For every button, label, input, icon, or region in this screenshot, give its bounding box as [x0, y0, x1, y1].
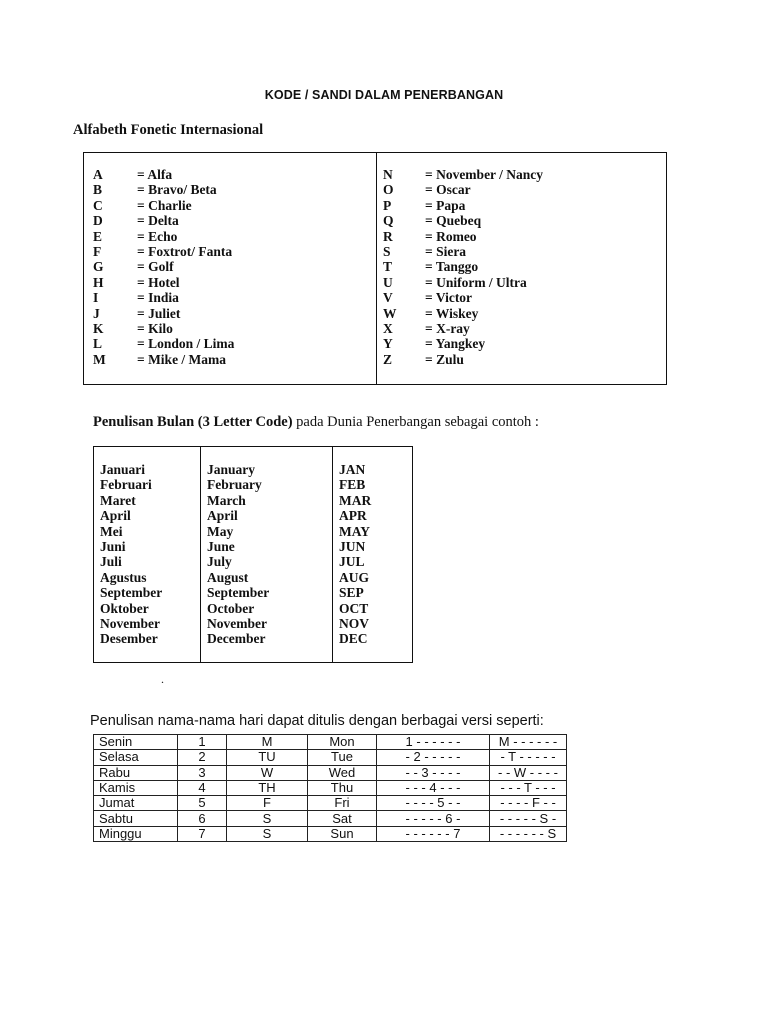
day-abbrev: Wed [308, 765, 377, 780]
english-month-column [207, 462, 269, 647]
day-abbrev: Fri [308, 796, 377, 811]
day-number-position: 1 - - - - - - [377, 735, 490, 750]
indonesian-month: September [100, 585, 163, 601]
alphabet-letter: Z [383, 351, 393, 367]
alphabet-letter: F [93, 243, 102, 259]
alphabet-codeword: = November / Nancy [425, 167, 544, 182]
english-month: September [207, 585, 270, 601]
day-letter: TH [227, 780, 308, 795]
month-code: OCT [339, 600, 369, 616]
day-number: 1 [178, 735, 227, 750]
english-month: May [207, 523, 234, 539]
alphabet-letter: Y [383, 336, 393, 352]
table-row [94, 811, 567, 826]
alphabet-letter: D [93, 213, 103, 229]
day-number-position: - - - 4 - - - [377, 780, 490, 795]
indonesian-month: Desember [100, 631, 158, 647]
table-row [94, 826, 567, 841]
indonesian-month: November [100, 615, 160, 631]
stray-dot: . [161, 672, 164, 686]
day-number: 2 [178, 750, 227, 765]
day-abbrev: Sun [308, 826, 377, 841]
indonesian-month-column [100, 462, 162, 647]
month-code: MAR [339, 492, 372, 508]
month-code: FEB [339, 477, 366, 493]
english-month: June [207, 538, 235, 554]
english-month: August [207, 569, 249, 585]
day-number: 7 [178, 826, 227, 841]
english-month: March [207, 492, 246, 508]
alphabet-letter: J [93, 305, 100, 321]
alphabet-codeword: = Zulu [425, 351, 464, 367]
indonesian-month: Agustus [100, 569, 147, 585]
day-number: 4 [178, 780, 227, 795]
alphabet-letter: X [383, 320, 393, 336]
day-letter: S [227, 811, 308, 826]
english-month: January [207, 462, 256, 477]
english-month: October [207, 600, 255, 616]
month-code: MAY [339, 523, 371, 539]
english-month: November [207, 615, 267, 631]
english-month: February [207, 477, 262, 493]
indonesian-month: Januari [100, 462, 146, 477]
alphabet-letter: V [383, 290, 393, 306]
alphabet-letter: S [383, 243, 391, 259]
months-heading-rest: pada Dunia Penerbangan sebagai contoh : [292, 414, 539, 430]
day-number-position: - - - - - - 7 [377, 826, 490, 841]
indonesian-month: Oktober [100, 600, 149, 616]
month-code: SEP [339, 585, 364, 601]
day-letter: S [227, 826, 308, 841]
column-divider [332, 447, 333, 662]
month-code: JUN [339, 538, 366, 554]
day-name: Rabu [94, 765, 178, 780]
month-codes-table [93, 446, 413, 663]
day-name: Jumat [94, 796, 178, 811]
phonetic-alphabet-table [83, 152, 667, 385]
alphabet-heading: Alfabeth Fonetic Internasional [73, 122, 264, 138]
english-month: July [207, 554, 232, 570]
month-code-column [339, 462, 371, 647]
indonesian-month: Juli [100, 554, 122, 570]
day-number: 6 [178, 811, 227, 826]
day-number: 3 [178, 765, 227, 780]
alphabet-letter: C [93, 197, 103, 213]
alphabet-codeword: = Romeo [425, 228, 477, 244]
alphabet-codeword: = London / Lima [137, 336, 235, 352]
alphabet-codeword: = Victor [425, 290, 473, 306]
table-row [94, 750, 567, 765]
day-abbrev: Sat [308, 811, 377, 826]
day-number-position: - - 3 - - - - [377, 765, 490, 780]
day-letter-position: - - - - - - S [490, 826, 567, 841]
alphabet-codeword: = Delta [137, 213, 179, 229]
months-heading-bold: Penulisan Bulan (3 Letter Code) [93, 414, 293, 430]
column-divider [200, 447, 201, 662]
alphabet-letter: W [383, 305, 397, 321]
table-row [94, 735, 567, 750]
day-letter-position: - - W - - - - [490, 765, 567, 780]
day-number-position: - 2 - - - - - [377, 750, 490, 765]
table-row [94, 780, 567, 795]
alphabet-letter: L [93, 336, 103, 352]
alphabet-letter: I [93, 290, 99, 306]
alphabet-letter: T [383, 259, 393, 275]
month-code: APR [339, 508, 367, 524]
alphabet-letter: H [93, 274, 104, 290]
day-number-position: - - - - 5 - - [377, 796, 490, 811]
table-row [94, 765, 567, 780]
month-code: JUL [339, 554, 365, 570]
alphabet-codeword: = Golf [137, 259, 174, 275]
alphabet-letter: R [383, 228, 393, 244]
day-name: Sabtu [94, 811, 178, 826]
month-code: NOV [339, 615, 369, 631]
indonesian-month: Mei [100, 523, 123, 539]
indonesian-month: April [100, 508, 131, 524]
day-abbrev: Tue [308, 750, 377, 765]
indonesian-month: Maret [100, 492, 136, 508]
document-title: KODE / SANDI DALAM PENERBANGAN [264, 88, 504, 102]
alphabet-letter: U [383, 274, 393, 290]
alphabet-codeword: = Hotel [137, 274, 180, 290]
day-number-position: - - - - - 6 - [377, 811, 490, 826]
day-letter-position: - - - - F - - [490, 796, 567, 811]
day-letter-position: M - - - - - - [490, 735, 567, 750]
alphabet-letter: N [383, 167, 393, 182]
alphabet-codeword: = Siera [425, 243, 467, 259]
alphabet-codeword: = Yangkey [425, 336, 486, 352]
months-heading [93, 414, 539, 431]
day-name: Senin [94, 735, 178, 750]
day-abbrev: Mon [308, 735, 377, 750]
alphabet-codeword: = Oscar [425, 182, 471, 198]
month-code: JAN [339, 462, 366, 477]
day-letter: F [227, 796, 308, 811]
indonesian-month: Februari [100, 477, 152, 493]
alphabet-codeword: = Quebeq [425, 213, 482, 229]
day-formats-table [93, 734, 567, 842]
day-letter: M [227, 735, 308, 750]
alphabet-codeword: = Tanggo [425, 259, 479, 275]
day-number: 5 [178, 796, 227, 811]
days-heading: Penulisan nama-nama hari dapat ditulis dengan berbagai versi seperti: [90, 713, 544, 729]
alphabet-codeword: = India [137, 290, 179, 306]
alphabet-codeword: = Kilo [137, 320, 173, 336]
alphabet-letter: P [383, 197, 392, 213]
alphabet-codeword: = Mike / Mama [137, 351, 227, 367]
english-month: April [207, 508, 238, 524]
alphabet-codeword: = Foxtrot/ Fanta [137, 243, 233, 259]
alphabet-codeword: = Alfa [137, 167, 173, 182]
day-name: Selasa [94, 750, 178, 765]
alphabet-letter: M [93, 351, 106, 367]
day-letter: TU [227, 750, 308, 765]
day-letter-position: - - - - - S - [490, 811, 567, 826]
alphabet-letter: G [93, 259, 104, 275]
day-letter: W [227, 765, 308, 780]
alphabet-codeword: = Charlie [137, 197, 192, 213]
alphabet-codeword: = Echo [137, 228, 178, 244]
alphabet-codeword: = X-ray [425, 320, 470, 336]
alphabet-letter: A [93, 167, 103, 182]
indonesian-month: Juni [100, 538, 126, 554]
column-divider [376, 153, 377, 384]
alphabet-letter: K [93, 320, 104, 336]
day-name: Kamis [94, 780, 178, 795]
day-letter-position: - - - T - - - [490, 780, 567, 795]
day-name: Minggu [94, 826, 178, 841]
alphabet-letter: E [93, 228, 103, 244]
table-row [94, 796, 567, 811]
alphabet-letter: Q [383, 213, 394, 229]
day-abbrev: Thu [308, 780, 377, 795]
alphabet-codeword: = Juliet [137, 305, 181, 321]
month-code: AUG [339, 569, 369, 585]
english-month: December [207, 631, 266, 647]
day-letter-position: - T - - - - - [490, 750, 567, 765]
month-code: DEC [339, 631, 368, 647]
alphabet-codeword: = Bravo/ Beta [137, 182, 217, 198]
alphabet-letter: O [383, 182, 394, 198]
alphabet-codeword: = Wiskey [425, 305, 479, 321]
alphabet-codeword: = Papa [425, 197, 466, 213]
alphabet-codeword: = Uniform / Ultra [425, 274, 527, 290]
alphabet-letter: B [93, 182, 103, 198]
